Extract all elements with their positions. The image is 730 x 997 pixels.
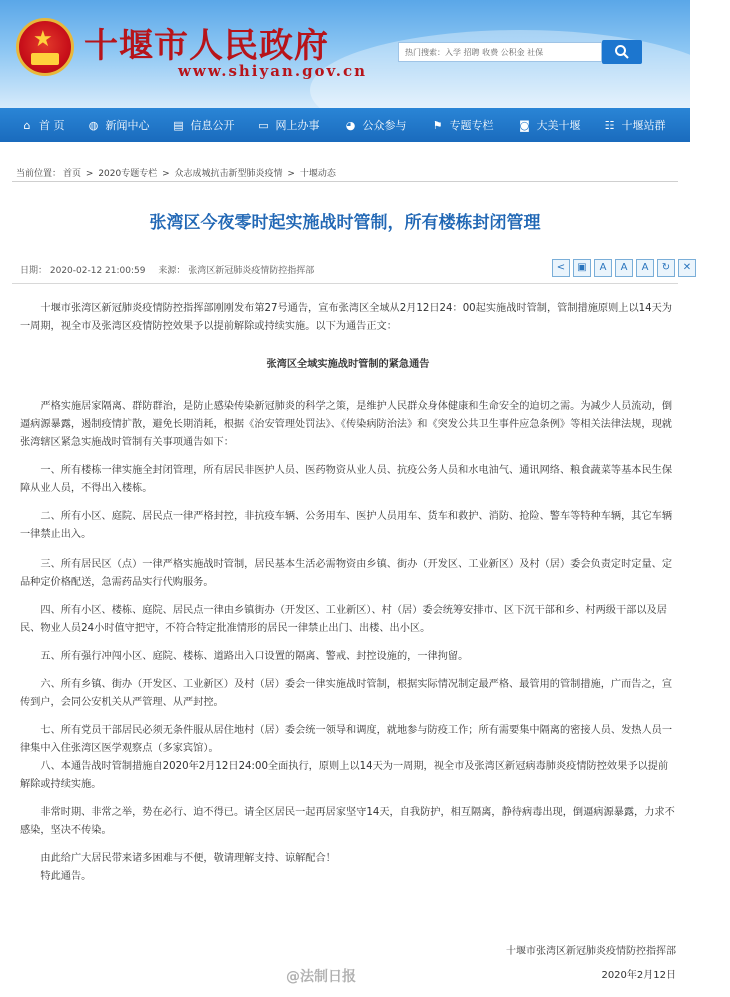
nav-item-scenery[interactable]: ◙ 大美十堰 (519, 118, 581, 132)
search-input[interactable]: 热门搜索：入学 招聘 收费 公积金 社保 (398, 42, 602, 62)
closing-paragraph: 特此通告。 (40, 871, 92, 882)
flag-icon: ⚑ (432, 118, 443, 132)
monitor-icon: ▭ (258, 118, 269, 132)
font-reset-icon[interactable]: A (636, 259, 654, 277)
breadcrumb-link-home[interactable]: 首页 (63, 169, 82, 179)
notice-item: 七、所有党员干部居民必须无条件服从居住地村（居）委会统一领导和调度，就地参与防疫工作；所有需要集中隔离的密接人员、发热人员一律集中入住张湾区医学观察点（多家宾馆）。 (20, 725, 673, 754)
doc-icon: ▤ (173, 118, 184, 132)
breadcrumb-link-news[interactable]: 十堰动态 (299, 169, 336, 179)
search-button[interactable] (602, 40, 642, 64)
nav-item-topics[interactable]: ⚑ 专题专栏 (431, 108, 494, 142)
font-large-icon[interactable]: A (594, 259, 612, 277)
nav-item-home[interactable]: ⌂ 首 页 (20, 108, 65, 142)
site-header (0, 0, 690, 110)
close-icon[interactable]: ✕ (678, 259, 696, 277)
breadcrumb: 当前位置： 首页 > 2020专题专栏 > 众志成城抗击新型肺炎疫情 > 十堰动态 (16, 169, 336, 179)
watermark: @法制日报 (286, 969, 356, 985)
notice-item: 二、所有小区、庭院、居民点一律严格封控，非抗疫车辆、公务用车、医护人员用车、货车和救护、消防、抢险、警车等特种车辆，其它车辆一律禁止出入。 (20, 511, 673, 540)
article-source: 来源： 张湾区新冠肺炎疫情防控指挥部 (158, 266, 315, 276)
notice-item: 六、所有乡镇、街办（开发区、工业新区）及村（居）委会一律实施战时管制，根据实际情况制定最严格、最管用的管制措施，广而告之，宣传到户，会同公安机关从严管理、从严封控。 (20, 679, 673, 708)
font-small-icon[interactable]: A (615, 259, 633, 277)
notice-item: 四、所有小区、楼栋、庭院、居民点一律由乡镇街办（开发区、工业新区）、村（居）委会统筹安排市、区下沉干部和乡、村两级干部以及居民、物业人员24小时值守把守，不符合特定批准情形的居民一律禁止出门、出楼、出小区。 (20, 605, 667, 634)
nav-item-info[interactable]: ▤ 信息公开 (173, 118, 235, 132)
article-tools (552, 259, 696, 277)
article-meta (20, 263, 324, 276)
sitemap-icon: ☷ (604, 118, 615, 132)
signed-date: 2020年2月12日 (601, 970, 676, 981)
home-icon: ⌂ (23, 118, 31, 132)
notice-item: 八、本通告战时管制措施自2020年2月12日24:00全面执行，原则上以14天为一周期，视全市及张湾区新冠病毒肺炎疫情防控效果予以提前解除或持续实施。 (20, 761, 669, 790)
site-title[interactable]: 十堰市人民政府 (84, 26, 329, 66)
closing-paragraph: 由此给广大居民带来诸多困难与不便，敬请理解支持、谅解配合！ (40, 853, 336, 864)
site-url: www.shiyan.gov.cn (178, 62, 368, 80)
notice-item: 一、所有楼栋一律实施全封闭管理，所有居民非医护人员、医药物资从业人员、抗疫公务人员和水电油气、通讯网络、粮食蔬菜等基本民生保障从业人员，不得出入楼栋。 (20, 465, 673, 494)
share-icon[interactable]: < (552, 259, 570, 277)
notice-preamble: 严格实施居家隔离、群防群治，是防止感染传染新冠肺炎的科学之策，是维护人民群众身体健康和生命安全的迫切之需。为减少人员流动，倒逼病源暴露，遏制疫情扩散，避免长期消耗，根据《治安管理处罚法》、《传染病防治法》和《突发公共卫生事件应急条例》等相关法律法规，现就张湾辖区紧急实施战时管制有关事项通告如下： (20, 401, 673, 448)
article-title: 张湾区今夜零时起实施战时管制，所有楼栋封闭管理 (149, 213, 541, 233)
notice-item: 五、所有强行冲闯小区、庭院、楼栋、道路出入口设置的隔离、警戒、封控设施的，一律拘留。 (40, 651, 469, 662)
nav-item-news[interactable]: ◍ 新闻中心 (87, 108, 150, 142)
closing-paragraph: 非常时期、非常之举，势在必行、迫不得已。请全区居民一起再居家坚守14天，自我防护，相互隔离，静待病毒出现，倒逼病源暴露，力求不感染，坚决不传染。 (20, 807, 675, 836)
breadcrumb-link-special[interactable]: 2020专题专栏 (98, 169, 158, 179)
notice-item: 三、所有居民区（点）一律严格实施战时管制，居民基本生活必需物资由乡镇、街办（开发区、工业新区）及村（居）委会负责定时定量、定品种定价格配送，急需药品实行代购服务。 (20, 559, 673, 588)
print-icon[interactable]: ▣ (573, 259, 591, 277)
main-nav (0, 108, 690, 142)
search-icon (614, 44, 630, 60)
notice-heading: 张湾区全域实施战时管制的紧急通告 (266, 359, 430, 370)
divider (12, 181, 678, 182)
breadcrumb-link-epidemic[interactable]: 众志成城抗击新型肺炎疫情 (174, 169, 283, 179)
article-body (20, 300, 676, 886)
divider (12, 283, 678, 284)
nav-item-sites[interactable]: ☷ 十堰站群 (603, 108, 666, 142)
signature: 十堰市张湾区新冠肺炎疫情防控指挥部 (506, 946, 676, 957)
national-emblem-icon[interactable]: ★ (16, 18, 74, 76)
camera-icon: ◙ (519, 118, 530, 132)
nav-item-services[interactable]: ▭ 网上办事 (258, 118, 320, 132)
nav-item-participation[interactable]: ◕ 公众参与 (344, 108, 407, 142)
article-date: 日期： 2020-02-12 21:00:59 (20, 266, 146, 276)
chat-icon: ◕ (345, 118, 356, 132)
article-intro: 十堰市张湾区新冠肺炎疫情防控指挥部刚刚发布第27号通告，宣布张湾区全域从2月12日24：00起实施战时管制，管制措施原则上以14天为一周期，视全市及张湾区疫情防控效果予以提前解除或持续实施。以下为通告正文： (20, 303, 672, 332)
refresh-icon[interactable]: ↻ (657, 259, 675, 277)
globe-icon: ◍ (88, 118, 99, 132)
